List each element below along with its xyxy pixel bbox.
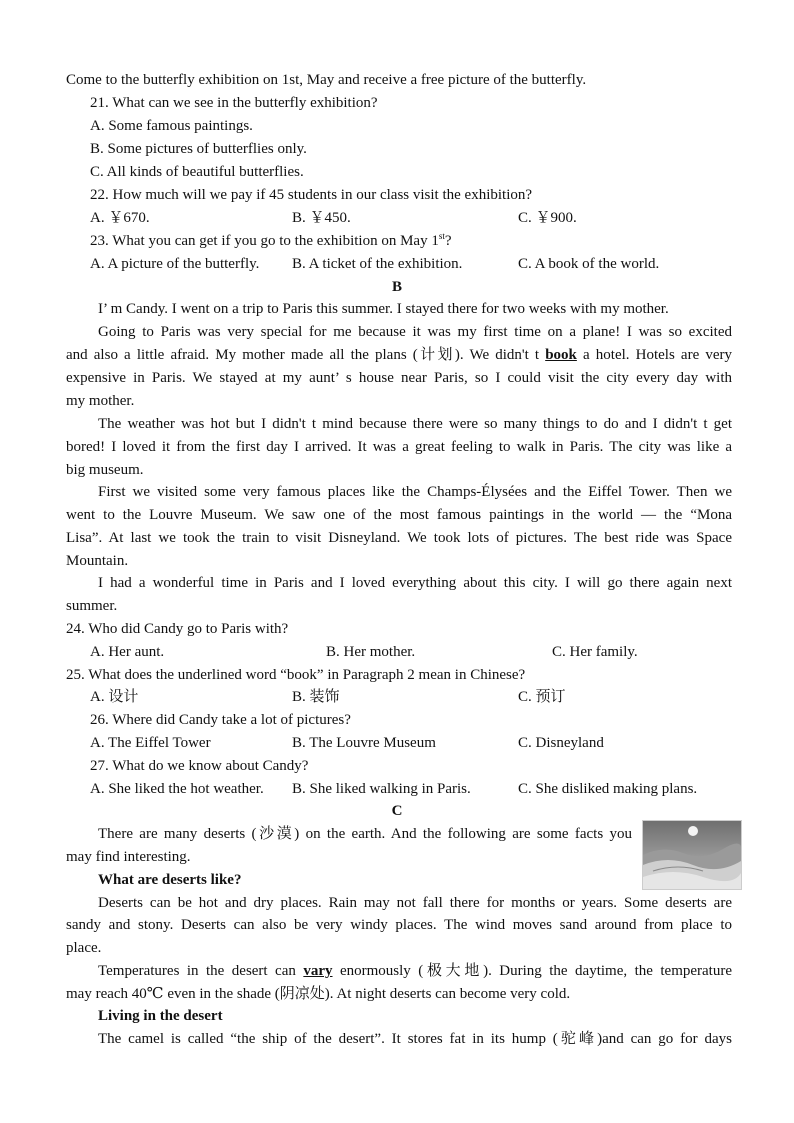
question-25: 25. What does the underlined word “book” in Paragraph 2 mean in Chinese? <box>66 667 526 683</box>
q21-option-c: C. All kinds of beautiful butterflies. <box>90 164 304 180</box>
passage-b-p2-line2 <box>66 345 732 365</box>
passage-c-heading-2: Living in the desert <box>98 1008 223 1024</box>
passage-b-p2-line3: expensive in Paris. We stayed at my aunt’ s house near Paris, so I could visit the city every day with <box>66 370 732 386</box>
passage-c-p3-line1 <box>66 961 732 981</box>
question-21: 21. What can we see in the butterfly exhibition? <box>90 95 378 111</box>
passage-b-p2-line2-end: a hotel. Hotels are very <box>576 347 732 363</box>
passage-c-heading-1: What are deserts like? <box>98 872 242 888</box>
passage-b-p2-line1: Going to Paris was very special for me because it was my first time on a plane! I was so excited <box>98 324 732 340</box>
passage-b-p4-line1: First we visited some very famous places like the Champs-Élysées and the Eiffel Tower. Then we <box>98 484 732 500</box>
q23-stem-text: 23. What you can get if you go to the exhibition on May 1 <box>90 233 439 249</box>
question-27: 27. What do we know about Candy? <box>90 758 309 774</box>
passage-c-p4-line1: The camel is called “the ship of the desert”. It stores fat in its hump (驼峰)and can go for days <box>98 1031 732 1047</box>
q22-option-a: A. ￥670. <box>90 210 150 226</box>
passage-b-p3-line3: big museum. <box>66 462 144 478</box>
q25-option-a: A. 设计 <box>90 689 139 705</box>
q27-option-c: C. She disliked making plans. <box>518 781 698 797</box>
passage-b-p3-line2: bored! I loved it from the first day I arrived. It was a great feeling to walk in Paris. The city was like a <box>66 439 732 455</box>
passage-b-p4-line4: Mountain. <box>66 553 129 569</box>
passage-c-p3-line1-text: Temperatures in the desert can <box>98 963 304 979</box>
passage-b-p2-line4: my mother. <box>66 393 135 409</box>
passage-b-p1: I’ m Candy. I went on a trip to Paris this summer. I stayed there for two weeks with my mother. <box>98 301 669 317</box>
passage-b-p3-line1: The weather was hot but I didn't t mind because there were so many things to do and I didn't t get <box>98 416 732 432</box>
passage-b-p4-line3: Lisa”. At last we took the train to visit Disneyland. We took lots of pictures. The best ride was Space <box>66 530 732 546</box>
passage-b-p5-line2: summer. <box>66 598 118 614</box>
q24-option-a: A. Her aunt. <box>90 644 165 660</box>
q23-option-b: B. A ticket of the exhibition. <box>292 256 463 272</box>
q22-option-b: B. ￥450. <box>292 210 351 226</box>
q23-stem-sup: st <box>438 231 445 241</box>
q27-option-b: B. She liked walking in Paris. <box>292 781 471 797</box>
q24-option-b: B. Her mother. <box>326 644 416 660</box>
q21-option-b: B. Some pictures of butterflies only. <box>90 141 307 157</box>
passage-c-p3-line2: may reach 40℃ even in the shade (阴凉处). At night deserts can become very cold. <box>66 986 571 1002</box>
q25-option-c: C. 预订 <box>518 689 566 705</box>
q26-option-c: C. Disneyland <box>518 735 604 751</box>
q24-option-c: C. Her family. <box>552 644 638 660</box>
q27-option-a: A. She liked the hot weather. <box>90 781 264 797</box>
passage-b-p4-line2: went to the Louvre Museum. We saw one of the most famous paintings in the world — the “Mona <box>66 507 732 523</box>
q26-option-b: B. The Louvre Museum <box>292 735 436 751</box>
q21-option-a: A. Some famous paintings. <box>90 118 253 134</box>
q23-option-a: A. A picture of the butterfly. <box>90 256 260 272</box>
question-22: 22. How much will we pay if 45 students in our class visit the exhibition? <box>90 187 533 203</box>
passage-c-p1-line1: There are many deserts (沙漠) on the earth. And the following are some facts you <box>98 826 632 842</box>
passage-c-p1-line2: may find interesting. <box>66 849 191 865</box>
section-c-heading: C <box>391 803 403 819</box>
underlined-word-vary: vary <box>303 963 333 979</box>
passage-b-p2-line2-text: and also a little afraid. My mother made all the plans (计划). We didn't t <box>66 347 546 363</box>
passage-c-p2-line3: place. <box>66 940 102 956</box>
passage-c-p3-line1-end: enormously (极大地). During the daytime, the temperature <box>332 963 732 979</box>
q25-option-b: B. 装饰 <box>292 689 340 705</box>
q26-option-a: A. The Eiffel Tower <box>90 735 211 751</box>
question-23 <box>90 231 756 251</box>
exhibition-intro: Come to the butterfly exhibition on 1st, May and receive a free picture of the butterfly. <box>66 72 587 88</box>
question-26: 26. Where did Candy take a lot of pictures? <box>90 712 351 728</box>
section-b-heading: B <box>391 279 402 295</box>
q22-option-c: C. ￥900. <box>518 210 577 226</box>
question-24: 24. Who did Candy go to Paris with? <box>66 621 289 637</box>
q23-stem-end: ? <box>444 233 452 249</box>
q23-option-c: C. A book of the world. <box>518 256 660 272</box>
underlined-word-book: book <box>545 347 577 363</box>
passage-c-p2-line1: Deserts can be hot and dry places. Rain may not fall there for months or years. Some deserts are <box>98 895 732 911</box>
passage-b-p5-line1: I had a wonderful time in Paris and I loved everything about this city. I will go there again next <box>98 575 732 591</box>
passage-c-p2-line2: sandy and stony. Deserts can also be very windy places. The wind moves sand around from place to <box>66 917 732 933</box>
